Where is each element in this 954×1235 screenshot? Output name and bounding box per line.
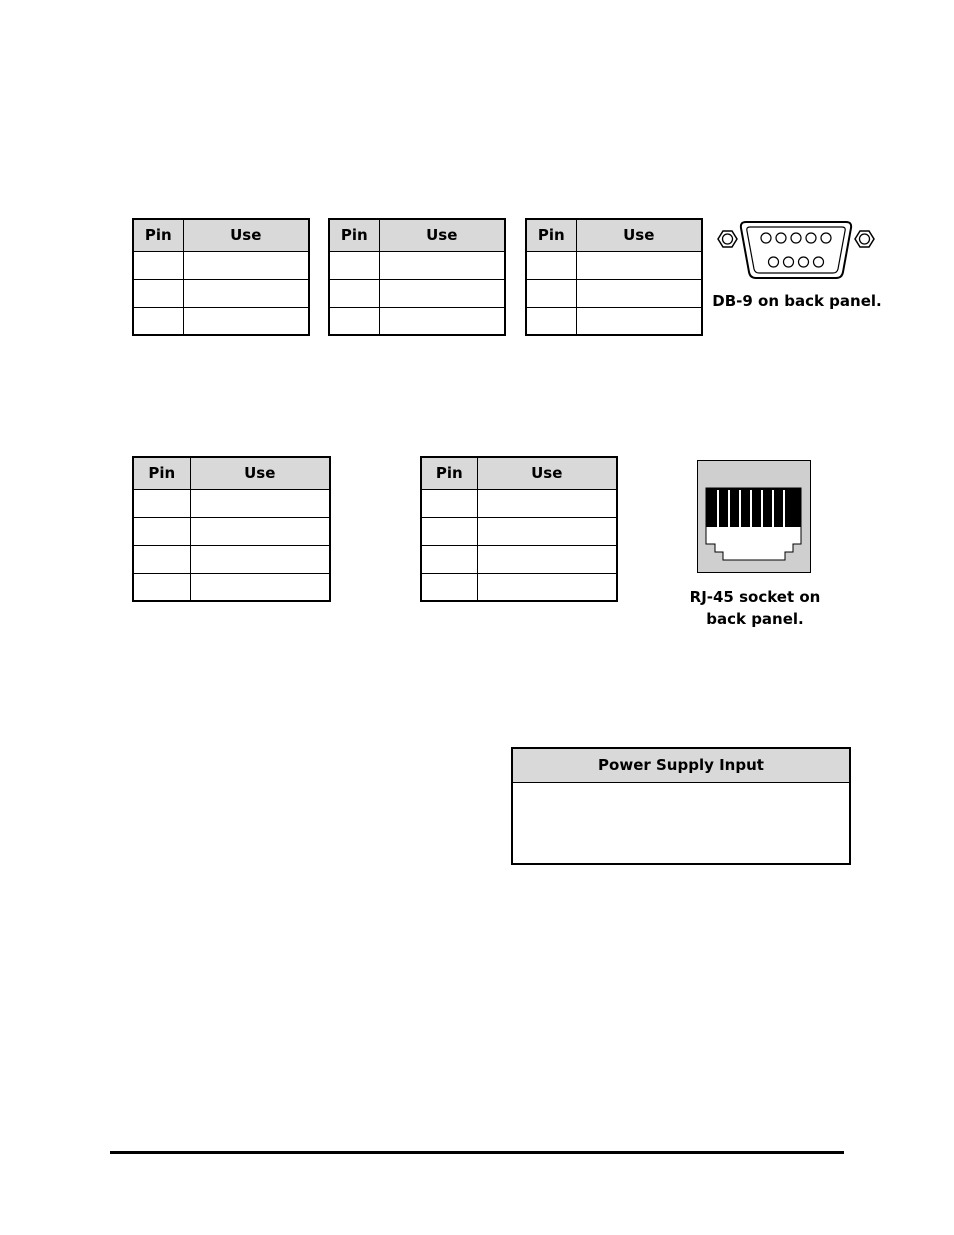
pin-cell	[329, 251, 379, 279]
rj45-caption	[670, 586, 840, 630]
use-cell	[477, 573, 617, 601]
use-cell	[379, 279, 505, 307]
power-supply-title: Power Supply Input	[513, 749, 849, 783]
rj45-pin-table-2	[420, 456, 618, 602]
table-row	[526, 279, 702, 307]
db9-pin-table-1	[132, 218, 310, 336]
table-row	[421, 573, 617, 601]
use-cell	[379, 251, 505, 279]
table-row	[526, 307, 702, 335]
pin-cell	[526, 279, 576, 307]
rj45-socket-icon	[697, 460, 811, 573]
pin-cell	[421, 545, 477, 573]
table-row	[133, 517, 330, 545]
pin-header: Pin	[421, 457, 477, 489]
pin-cell	[526, 307, 576, 335]
table-row	[329, 251, 505, 279]
pin-cell	[421, 573, 477, 601]
use-cell	[477, 545, 617, 573]
pin-cell	[133, 573, 190, 601]
use-header: Use	[190, 457, 330, 489]
pin-cell	[329, 279, 379, 307]
power-supply-body	[513, 783, 849, 863]
table-row	[133, 279, 309, 307]
pin-header: Pin	[526, 219, 576, 251]
db9-pin-table-2	[328, 218, 506, 336]
use-cell	[183, 307, 309, 335]
db9-connector-icon	[712, 218, 880, 282]
use-cell	[576, 251, 702, 279]
table-row	[421, 489, 617, 517]
use-cell	[183, 251, 309, 279]
table-row	[133, 307, 309, 335]
pin-header: Pin	[133, 457, 190, 489]
use-header: Use	[477, 457, 617, 489]
db9-pin-table-3	[525, 218, 703, 336]
power-supply-box	[511, 747, 851, 865]
table-row	[526, 251, 702, 279]
footer-divider	[110, 1151, 844, 1154]
pin-header: Pin	[133, 219, 183, 251]
use-cell	[183, 279, 309, 307]
pin-cell	[133, 517, 190, 545]
use-cell	[477, 489, 617, 517]
use-header: Use	[379, 219, 505, 251]
table-row	[421, 517, 617, 545]
pin-cell	[329, 307, 379, 335]
use-cell	[190, 517, 330, 545]
pin-cell	[526, 251, 576, 279]
use-cell	[477, 517, 617, 545]
pin-cell	[133, 279, 183, 307]
pin-cell	[421, 517, 477, 545]
table-row	[329, 279, 505, 307]
use-cell	[379, 307, 505, 335]
table-row	[133, 545, 330, 573]
use-cell	[190, 545, 330, 573]
db9-caption: DB-9 on back panel.	[712, 292, 882, 310]
use-cell	[576, 307, 702, 335]
use-cell	[190, 489, 330, 517]
pin-header: Pin	[329, 219, 379, 251]
pin-cell	[133, 545, 190, 573]
use-cell	[190, 573, 330, 601]
table-row	[133, 251, 309, 279]
use-header: Use	[576, 219, 702, 251]
rj45-pin-table-1	[132, 456, 331, 602]
pin-cell	[133, 251, 183, 279]
use-header: Use	[183, 219, 309, 251]
pin-cell	[133, 307, 183, 335]
table-row	[133, 489, 330, 517]
rj45-caption-line-1: RJ-45 socket on	[689, 588, 821, 606]
table-row	[133, 573, 330, 601]
table-row	[329, 307, 505, 335]
table-row	[421, 545, 617, 573]
pin-cell	[133, 489, 190, 517]
rj45-caption-line-2: back panel.	[706, 610, 804, 628]
use-cell	[576, 279, 702, 307]
pin-cell	[421, 489, 477, 517]
